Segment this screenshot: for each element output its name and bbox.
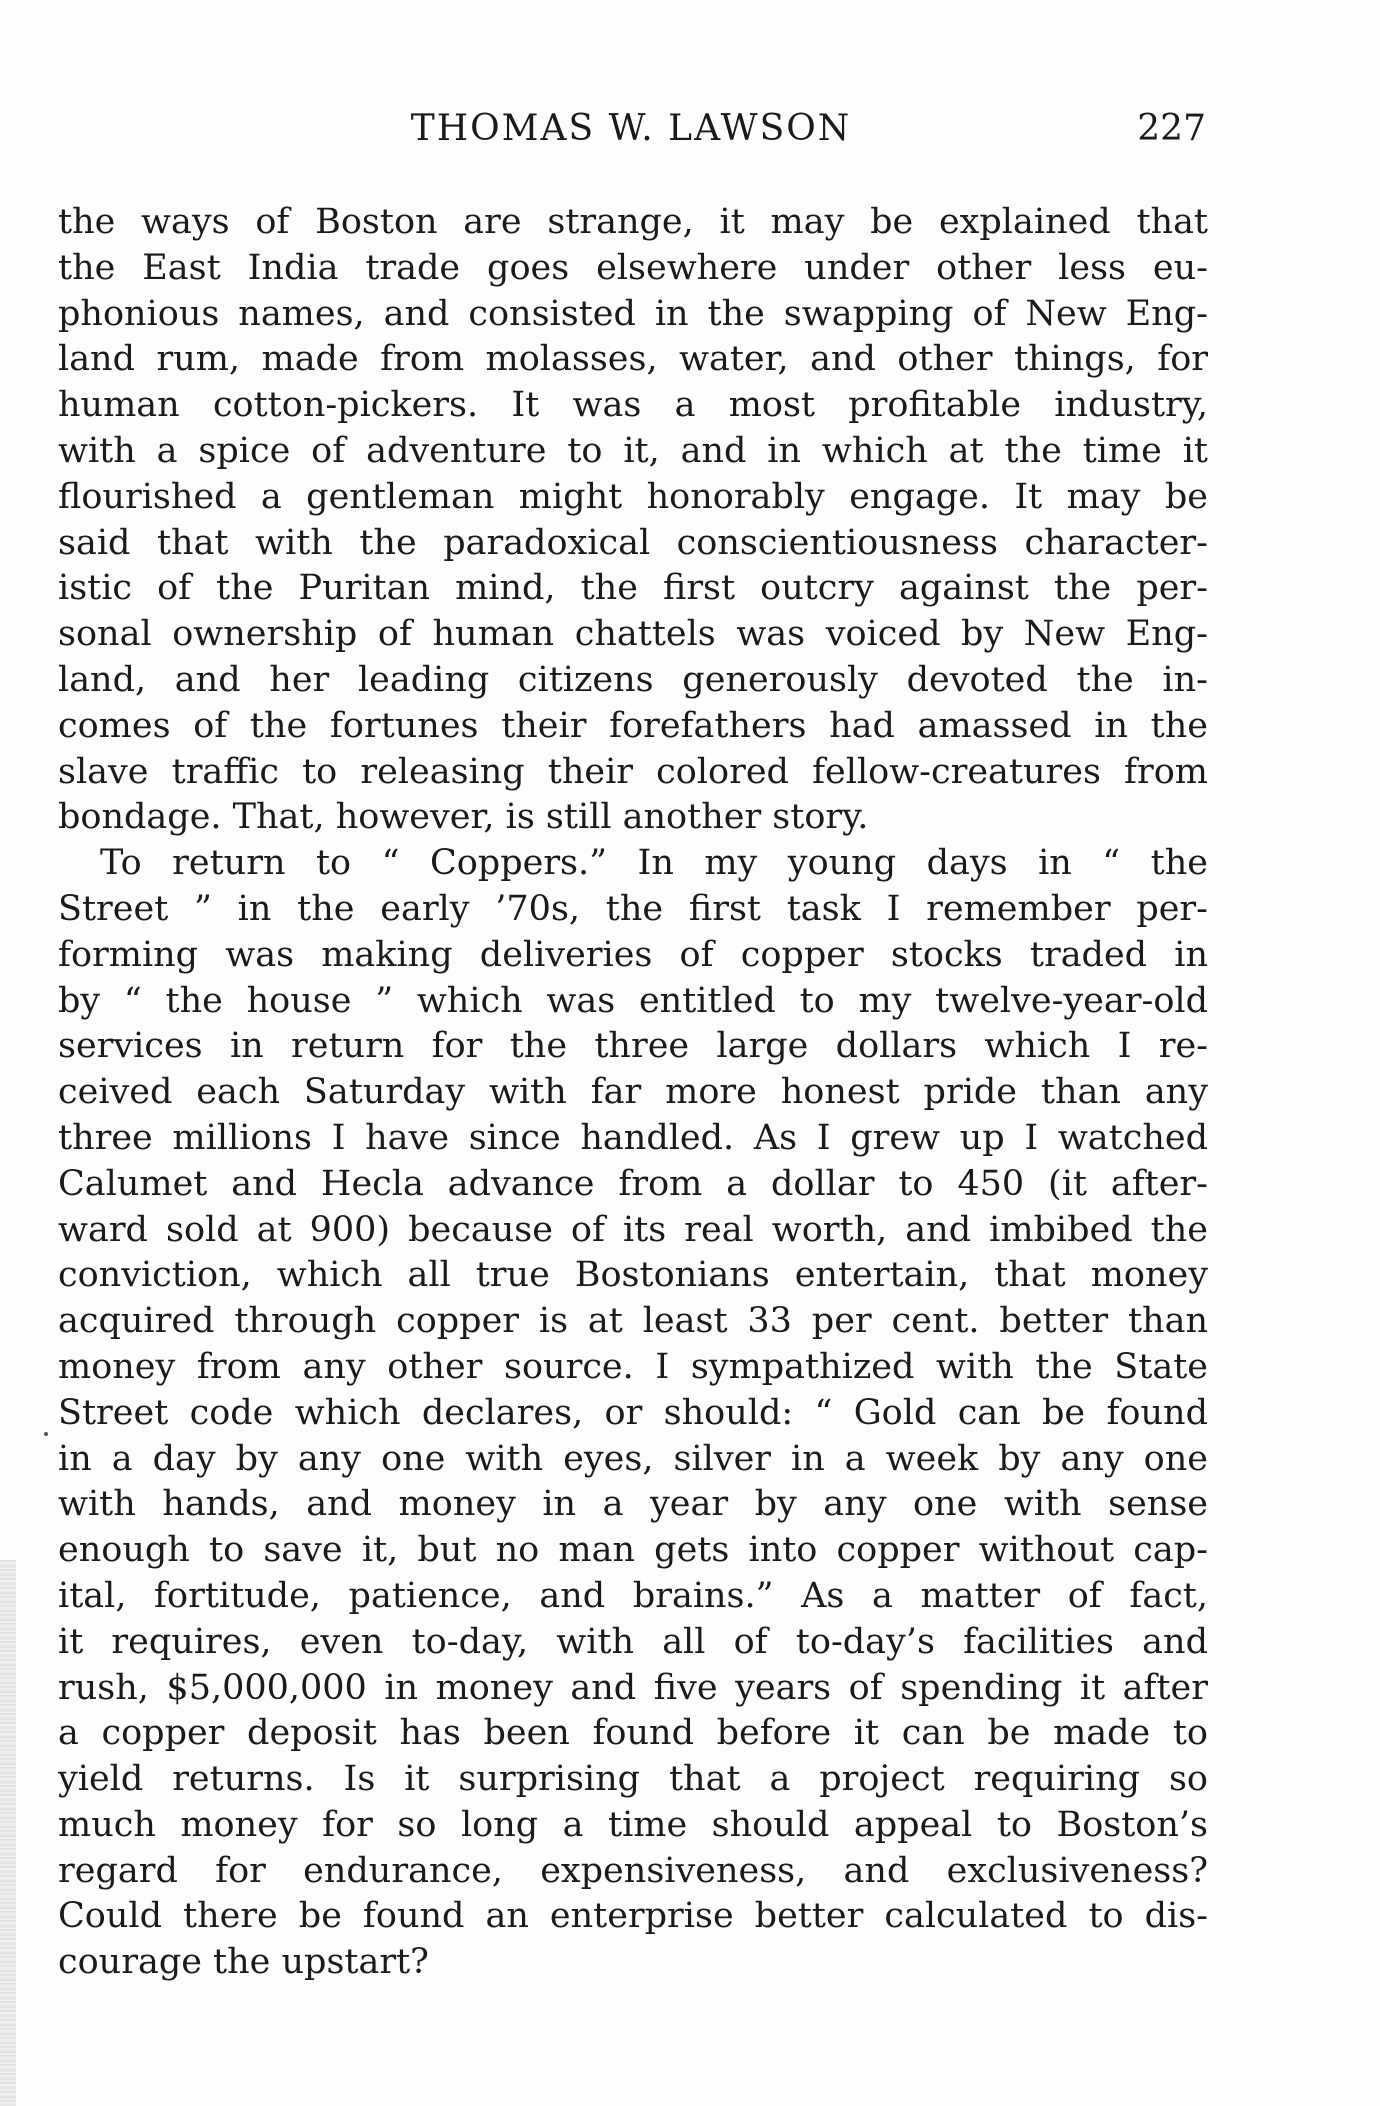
text-line: with a spice of adventure to it, and in which at the time it [58,430,1208,471]
text-line: land, and her leading citizens generously devoted the in- [58,659,1208,700]
paragraph-1 [58,200,1208,841]
text-line: conviction, which all true Bostonians entertain, that money [58,1255,1208,1296]
text-line: phonious names, and consisted in the swapping of New Eng- [58,293,1208,334]
text-line: rush, $5,000,000 in money and five years of spending it after [58,1667,1208,1708]
paragraph-2 [58,841,1208,1986]
page-binding-edge [0,1560,16,2106]
text-line: bondage. That, however, is still another story. [58,797,869,838]
text-line: services in return for the three large dollars which I re- [58,1026,1208,1067]
text-line: yield returns. Is it surprising that a project requiring so [58,1759,1208,1800]
text-line: said that with the paradoxical conscientiousness character- [58,522,1208,563]
text-line: courage the upstart? [58,1942,429,1983]
text-line: istic of the Puritan mind, the first outcry against the per- [58,568,1208,609]
text-line: in a day by any one with eyes, silver in a week by any one [58,1438,1208,1479]
text-line: money from any other source. I sympathized with the State [58,1346,1208,1387]
text-line: To return to “ Coppers.” In my young days in “ the [100,843,1208,884]
text-line: ward sold at 900) because of its real worth, and imbibed the [58,1209,1208,1250]
body-text [58,200,1208,1986]
text-line: slave traffic to releasing their colored fellow-creatures from [58,751,1208,792]
text-line: regard for endurance, expensiveness, and exclusiveness? [58,1850,1208,1891]
running-title: THOMAS W. LAWSON [410,108,852,149]
text-line: much money for so long a time should appeal to Boston’s [58,1804,1208,1845]
text-line: Street code which declares, or should: “ Gold can be found [58,1392,1208,1433]
page-number: 227 [1137,108,1206,149]
print-speck [44,1432,48,1436]
running-head [56,108,1206,168]
text-line: comes of the fortunes their forefathers had amassed in the [58,705,1208,746]
text-line: the East India trade goes elsewhere under other less eu- [58,247,1208,288]
text-line: it requires, even to-day, with all of to-day’s facilities and [58,1621,1208,1662]
text-line: Street ” in the early ’70s, the first task I remember per- [58,888,1208,929]
text-line: enough to save it, but no man gets into copper without cap- [58,1530,1208,1571]
text-line: a copper deposit has been found before it can be made to [58,1713,1208,1754]
text-line: three millions I have since handled. As I grew up I watched [58,1117,1208,1158]
text-line: by “ the house ” which was entitled to my twelve-year-old [58,980,1208,1021]
text-line: sonal ownership of human chattels was voiced by New Eng- [58,614,1208,655]
text-line: the ways of Boston are strange, it may be explained that [58,202,1208,242]
text-line: ceived each Saturday with far more honest pride than any [58,1072,1208,1113]
text-line: ital, fortitude, patience, and brains.” As a matter of fact, [58,1575,1208,1616]
text-line: Could there be found an enterprise better calculated to dis- [58,1896,1208,1937]
text-line: land rum, made from molasses, water, and other things, for [58,339,1208,380]
text-line: Calumet and Hecla advance from a dollar to 450 (it after- [58,1163,1208,1204]
text-line: with hands, and money in a year by any one with sense [58,1484,1208,1525]
text-line: human cotton-pickers. It was a most profitable industry, [58,385,1208,426]
text-line: flourished a gentleman might honorably engage. It may be [58,476,1208,517]
text-line: forming was making deliveries of copper stocks traded in [58,934,1208,975]
text-line: acquired through copper is at least 33 per cent. better than [58,1301,1208,1342]
